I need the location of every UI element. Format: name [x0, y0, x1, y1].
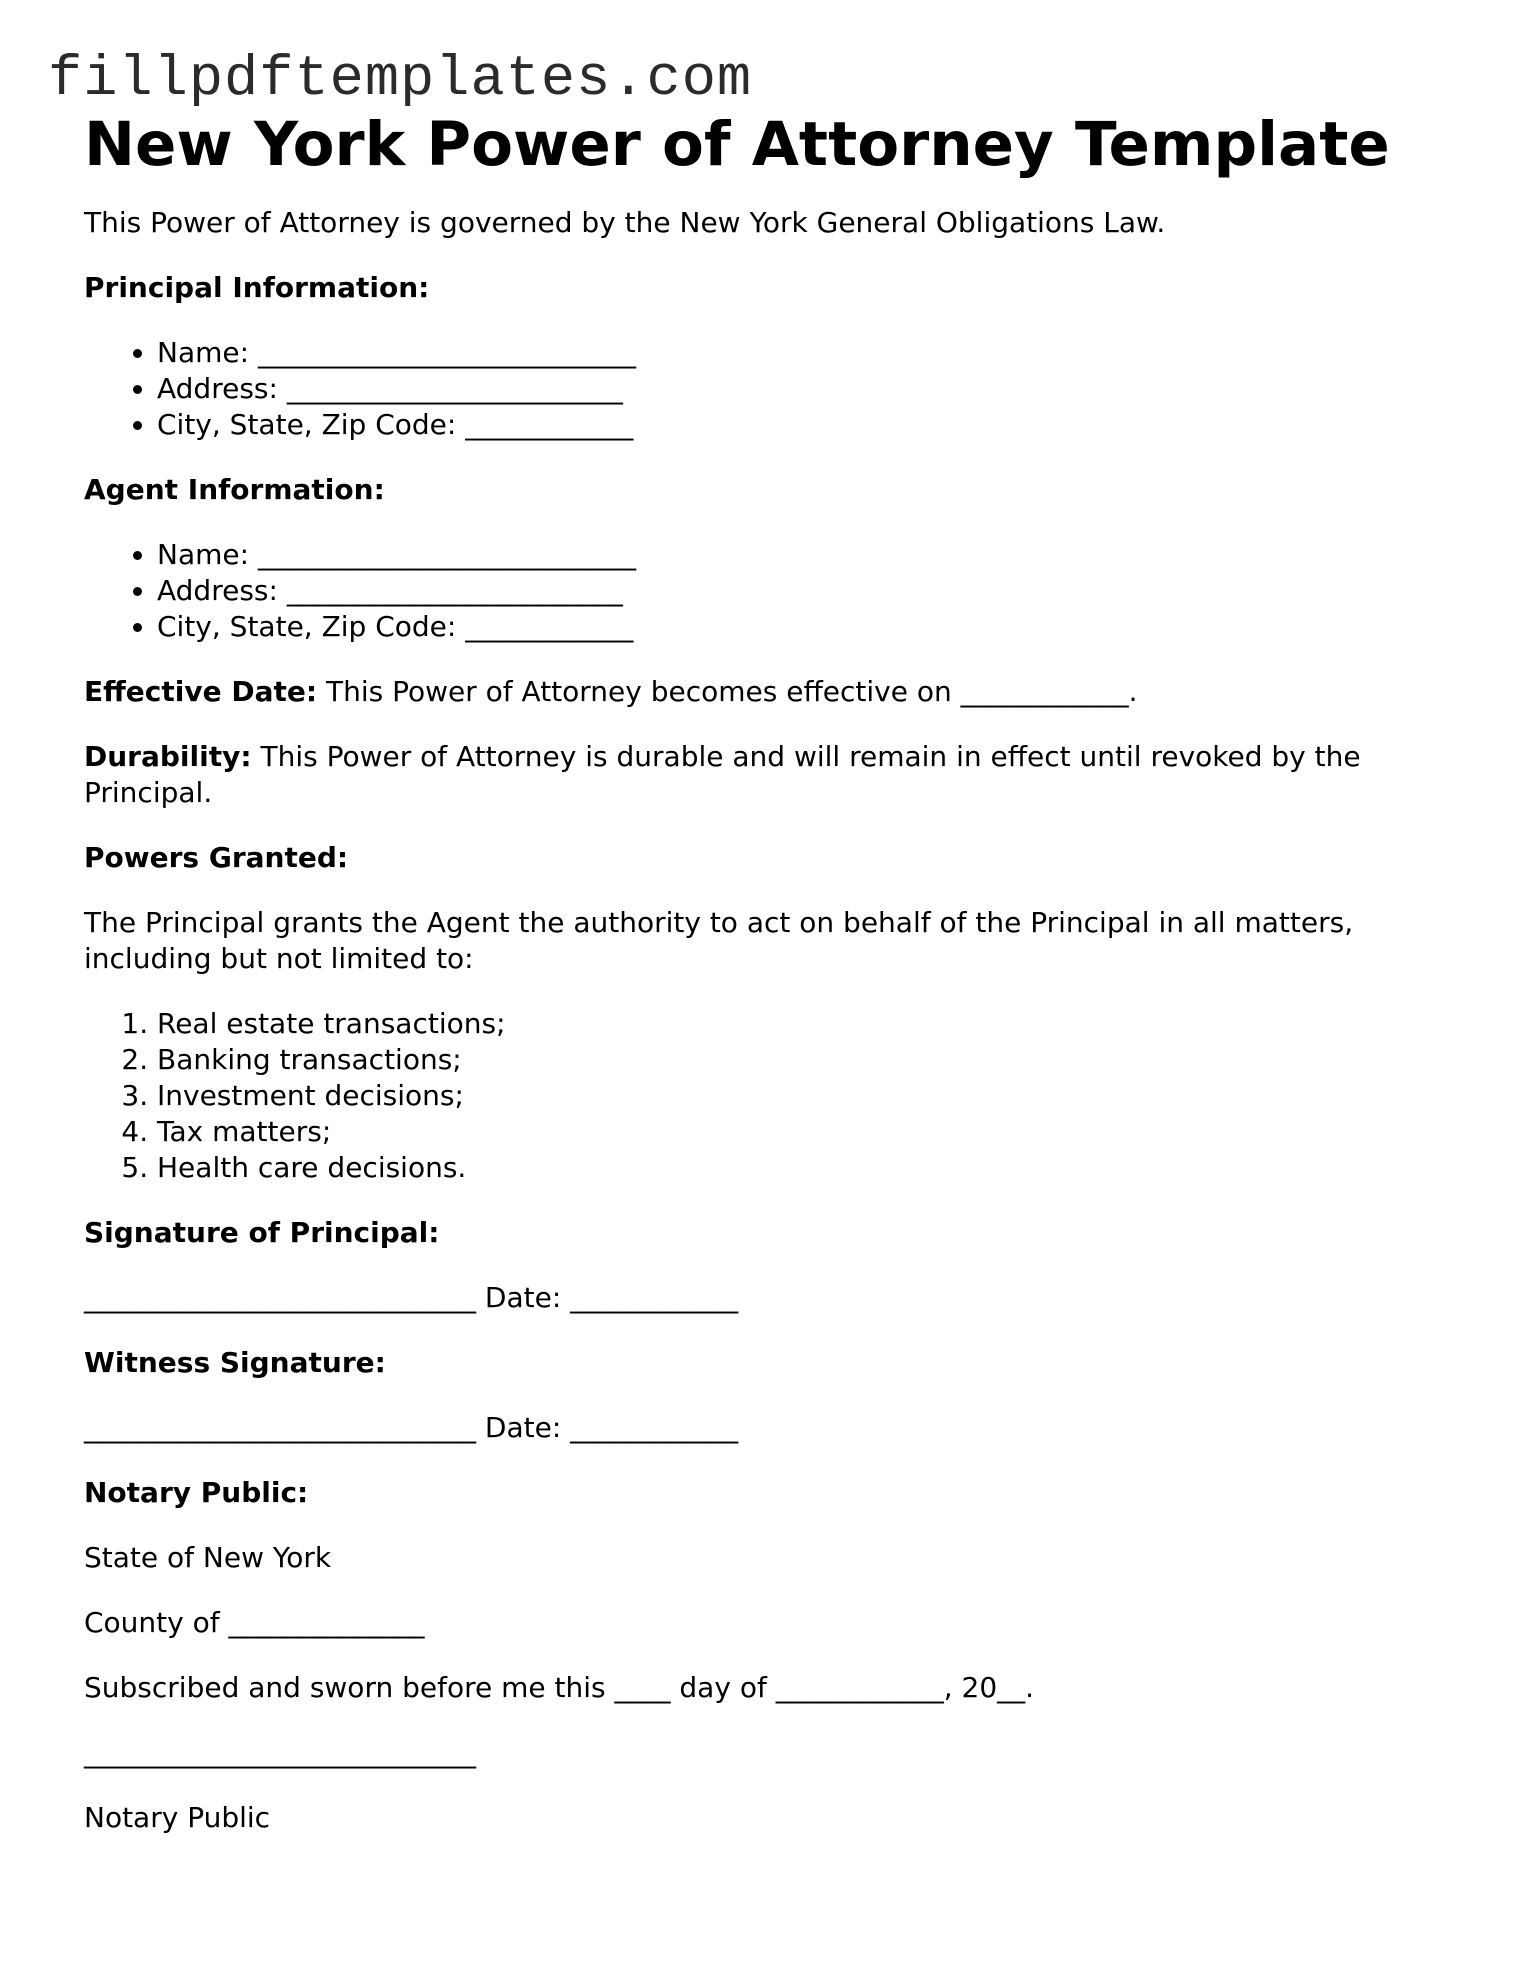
agent-address-field: • Address: ________________________ [157, 573, 1444, 609]
power-item: 1. Real estate transactions; [157, 1006, 1444, 1042]
principal-info-list [84, 335, 1444, 443]
principal-signature-line: ____________________________ Date: ____________ [84, 1281, 739, 1314]
witness-signature-line: ____________________________ Date: ____________ [84, 1411, 739, 1444]
notary-state: State of New York [84, 1541, 332, 1574]
witness-signature-heading: Witness Signature: [84, 1346, 386, 1379]
effective-date-text: This Power of Attorney becomes effective on ____________. [317, 675, 1138, 708]
principal-name-field: • Name: ___________________________ [157, 335, 1444, 371]
power-item: 2. Banking transactions; [157, 1042, 1444, 1078]
effective-date-paragraph [84, 674, 1444, 710]
notary-heading: Notary Public: [84, 1476, 309, 1509]
agent-heading: Agent Information: [84, 473, 385, 506]
notary-label: Notary Public [84, 1801, 271, 1834]
principal-city-state-zip-field: • City, State, Zip Code: ____________ [157, 407, 1444, 443]
principal-heading: Principal Information: [84, 271, 430, 304]
notary-signature-line: ____________________________ [84, 1736, 476, 1769]
principal-address-field: • Address: ________________________ [157, 371, 1444, 407]
document-body [84, 105, 1444, 1836]
powers-heading: Powers Granted: [84, 841, 349, 874]
notary-county: County of ______________ [84, 1606, 425, 1639]
document-title: New York Power of Attorney Template [84, 109, 1390, 180]
effective-date-label: Effective Date: [84, 675, 318, 708]
intro-text: This Power of Attorney is governed by the New York General Obligations Law. [84, 206, 1166, 239]
powers-list [84, 1006, 1444, 1186]
powers-text: The Principal grants the Agent the authority to act on behalf of the Principal in all matters, including but not limited to: [84, 906, 1354, 975]
durability-paragraph [84, 739, 1444, 811]
power-item: 4. Tax matters; [157, 1114, 1444, 1150]
agent-city-state-zip-field: • City, State, Zip Code: ____________ [157, 609, 1444, 645]
durability-text: This Power of Attorney is durable and will remain in effect until revoked by the Principal. [84, 740, 1361, 809]
power-item: 3. Investment decisions; [157, 1078, 1444, 1114]
notary-sworn-statement: Subscribed and sworn before me this ____ day of ____________, 20__. [84, 1671, 1035, 1704]
power-item: 5. Health care decisions. [157, 1150, 1444, 1186]
principal-signature-heading: Signature of Principal: [84, 1216, 440, 1249]
durability-label: Durability: [84, 740, 252, 773]
agent-name-field: • Name: ___________________________ [157, 537, 1444, 573]
agent-info-list [84, 537, 1444, 645]
site-watermark: fillpdftemplates.com [48, 48, 753, 112]
